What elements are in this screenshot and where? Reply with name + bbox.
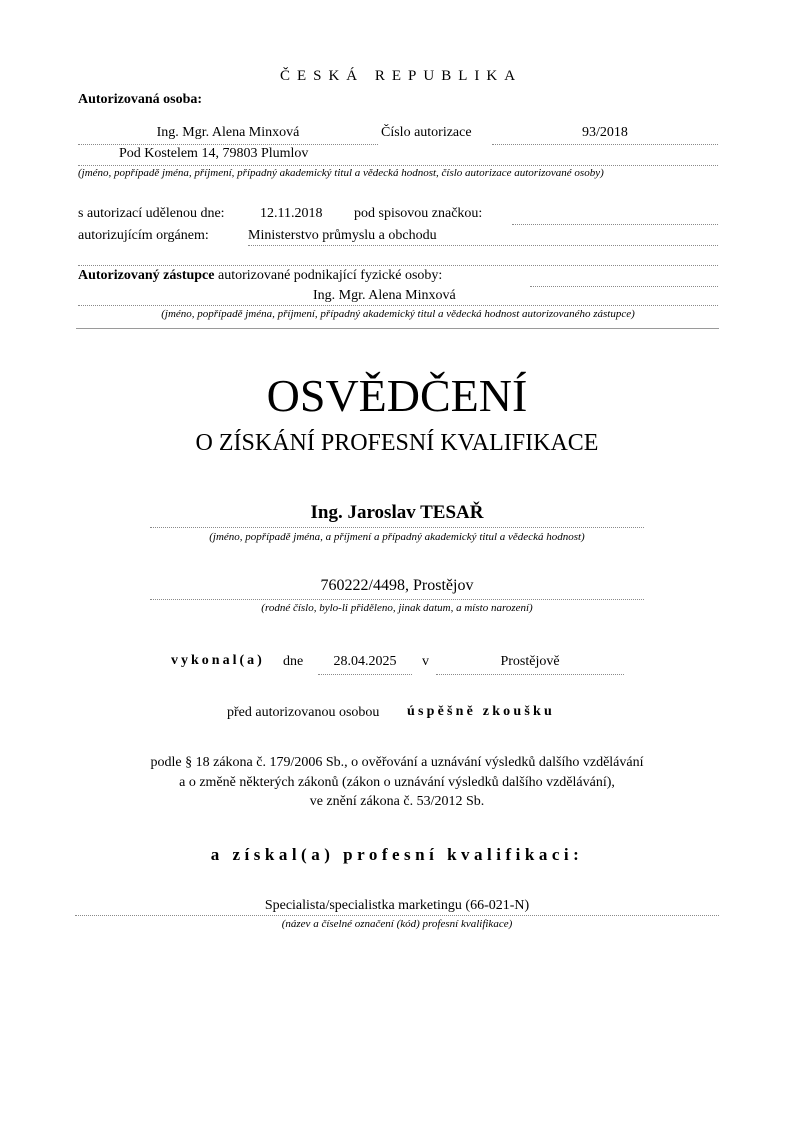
- representative-name: Ing. Mgr. Alena Minxová: [313, 288, 456, 303]
- performed-label: vykonal(a): [171, 653, 265, 668]
- authorized-person-address: Pod Kostelem 14, 79803 Plumlov: [119, 146, 309, 161]
- address-underline: [78, 165, 718, 166]
- authorized-person-label: Autorizovaná osoba:: [78, 92, 203, 107]
- holder-name-underline: [150, 527, 644, 528]
- law-line-1: podle § 18 zákona č. 179/2006 Sb., o ověřování a uznávání výsledků dalšího vzdělávání: [150, 755, 644, 770]
- authority-underline: [248, 245, 718, 246]
- exam-place-label: v: [422, 654, 429, 669]
- certificate-subtitle: O ZÍSKÁNÍ PROFESNÍ KVALIFIKACE: [195, 430, 599, 456]
- separator-dotted: [78, 265, 718, 266]
- file-number-underline: [512, 224, 718, 225]
- before-text: před autorizovanou osobou: [227, 705, 380, 720]
- exam-date-label: dne: [283, 654, 304, 669]
- holder-name: Ing. Jaroslav TESAŘ: [310, 502, 484, 523]
- holder-name-note: (jméno, popřípadě jména, a příjmení a případný akademický titul a vědecká hodnost): [209, 531, 585, 543]
- exam-date-underline: [318, 674, 412, 675]
- exam-result: úspěšně zkoušku: [407, 704, 555, 719]
- authorized-person-name: Ing. Mgr. Alena Minxová: [156, 125, 300, 140]
- file-number-label: pod spisovou značkou:: [354, 206, 483, 221]
- law-line-2: a o změně některých zákonů (zákon o uznávání výsledků dalšího vzdělávání),: [179, 775, 615, 790]
- representative-label-underline: [530, 286, 718, 287]
- exam-place: Prostějově: [500, 654, 560, 669]
- authorization-number-label: Číslo autorizace: [381, 125, 472, 140]
- holder-birth: 760222/4498, Prostějov: [320, 577, 474, 594]
- representative-label-bold: Autorizovaný zástupce: [78, 268, 215, 283]
- exam-date: 28.04.2025: [333, 654, 397, 669]
- holder-birth-note: (rodné číslo, bylo-li přiděleno, jinak datum, a místo narození): [261, 602, 533, 614]
- country-heading: ČESKÁ REPUBLIKA: [279, 68, 523, 84]
- granted-label: s autorizací udělenou dne:: [78, 206, 225, 221]
- qualification-name: Specialista/specialistka marketingu (66-021-N): [264, 898, 530, 913]
- representative-label-rest: autorizované podnikající fyzické osoby:: [214, 268, 443, 283]
- exam-place-underline: [436, 674, 624, 675]
- authorization-number: 93/2018: [582, 125, 628, 140]
- representative-name-underline: [78, 305, 718, 306]
- qualification-heading: a získal(a) profesní kvalifikaci:: [210, 845, 584, 864]
- qualification-note: (název a číselné označení (kód) profesní kvalifikace): [281, 918, 513, 930]
- authority-name: Ministerstvo průmyslu a obchodu: [248, 228, 437, 243]
- certificate-title: OSVĚDČENÍ: [266, 370, 528, 421]
- name-underline: [78, 144, 378, 145]
- holder-birth-underline: [150, 599, 644, 600]
- authority-label: autorizujícím orgánem:: [78, 228, 209, 243]
- law-line-3: ve znění zákona č. 53/2012 Sb.: [309, 794, 485, 809]
- granted-date: 12.11.2018: [260, 206, 323, 221]
- representative-note: (jméno, popřípadě jména, příjmení, případný akademický titul a vědecká hodnost autorizovaného zástupce): [161, 308, 635, 320]
- header-divider: [76, 328, 719, 329]
- qualification-underline: [75, 915, 719, 916]
- representative-label: [78, 268, 442, 284]
- authorization-number-underline: [492, 144, 718, 145]
- authorized-person-note: (jméno, popřípadě jména, příjmení, případný akademický titul a vědecká hodnost, číslo autorizace autorizované osoby): [78, 167, 604, 179]
